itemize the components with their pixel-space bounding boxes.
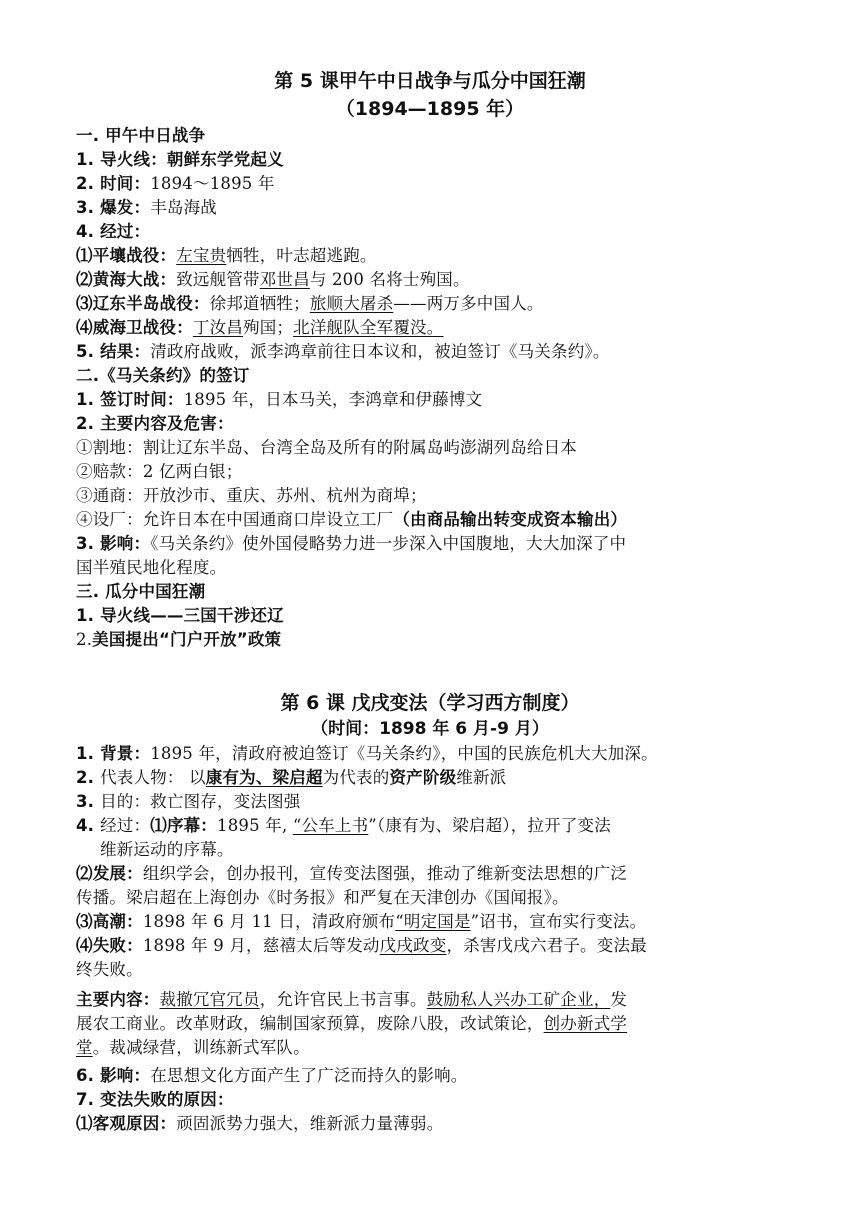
indemnity-label: ②赔款： (76, 462, 143, 481)
yellow-sea-label: ⑵黄海大战： (76, 270, 177, 289)
section-3-heading: 三. 瓜分中国狂潮 (76, 582, 206, 601)
liaodong-underline: 旅顺大屠杀 (309, 294, 394, 313)
main-content-line-3 (76, 1036, 788, 1060)
result-text: 清政府战败，派李鸿章前往日本议和，被迫签订《马关条约》。 (150, 342, 610, 361)
main-content-underline4: 堂 (76, 1038, 93, 1057)
representatives-text2: 为代表的 (322, 768, 390, 787)
background-label: 1. 背景： (76, 744, 151, 763)
yellow-sea-line (76, 268, 788, 292)
background-line (76, 742, 788, 766)
factory-text: 允许日本在中国通商口岸设立工厂 (142, 510, 394, 529)
climax-line (76, 910, 788, 934)
main-content-text1: ，允许官民上书言事。 (259, 990, 427, 1009)
time-text: 1894～1895 年 (150, 174, 275, 193)
liaodong-text1: 徐邦道牺牲； (209, 294, 310, 313)
development-label: ⑵发展： (76, 864, 143, 883)
section-1-heading: 一. 甲午中日战争 (76, 126, 206, 145)
weihaiwei-underline1: 丁汝昌 (192, 318, 244, 337)
failure-line (76, 934, 788, 958)
weihaiwei-text1: 殉国； (243, 318, 294, 337)
liaodong-label: ⑶辽东半岛战役： (76, 294, 210, 313)
weihaiwei-label: ⑷威海卫战役： (76, 318, 193, 337)
objective-reason-text: 顽固派势力强大，维新派力量薄弱。 (176, 1114, 444, 1133)
lesson5-subtitle: （1894—1895 年） (335, 98, 525, 120)
trade-text: 开放沙市、重庆、苏州、杭州为商埠； (142, 486, 427, 505)
course-line-2: 维新运动的序幕。 (100, 840, 234, 859)
main-content-underline3: 创办新式学 (543, 1014, 628, 1033)
pyongyang-line (76, 244, 788, 268)
climax-text1: 1898 年 6 月 11 日，清政府颁布 (142, 912, 396, 931)
triple-intervention-line: 1. 导火线——三国干涉还辽 (76, 606, 284, 625)
impact-text: 《马关条约》使外国侵略势力进一步深入中国腹地，大大加深了中 (150, 534, 627, 553)
cede-text: 割让辽东半岛、台湾全岛及所有的附属岛屿澎湖列岛给日本 (142, 438, 578, 457)
factory-line (76, 508, 788, 532)
pyongyang-label: ⑴平壤战役： (76, 246, 177, 265)
indemnity-line (76, 460, 788, 484)
course-text2: 1895 年, (217, 816, 293, 835)
cede-label: ①割地： (76, 438, 143, 457)
time-line (76, 172, 788, 196)
course-num: 4. (76, 816, 101, 835)
process-heading: 4. 经过： (76, 222, 151, 241)
weihaiwei-underline2: 北洋舰队全军覆没。 (293, 318, 444, 337)
open-door-text: 美国提出“门户开放”政策 (92, 630, 282, 649)
yellow-sea-text1: 致远舰管带 (176, 270, 260, 289)
indemnity-text: 2 亿两白银； (142, 462, 243, 481)
weihaiwei-line (76, 316, 788, 340)
failure-label: ⑷失败： (76, 936, 143, 955)
course-text1: 经过： (100, 816, 151, 835)
outbreak-text: 丰岛海战 (150, 198, 218, 217)
section-2-heading: 二.《马关条约》的签订 (76, 366, 250, 385)
main-content-line (76, 988, 788, 1012)
sign-time-label: 1. 签订时间： (76, 390, 184, 409)
time-label: 2. 时间： (76, 174, 151, 193)
climax-underline: “明定国是 (395, 912, 471, 931)
purpose-num: 3. (76, 792, 101, 811)
impact-line (76, 532, 788, 556)
trade-line (76, 484, 788, 508)
main-content-text3: 展农工商业。改革财政，编制国家预算，废除八股，改试策论， (76, 1014, 544, 1033)
outbreak-line (76, 196, 788, 220)
development-text: 组织学会，创办报刊，宣传变法图强，推动了维新变法思想的广泛 (142, 864, 628, 883)
failure-text2: ，杀害戊戌六君子。变法最 (446, 936, 647, 955)
climax-label: ⑶高潮： (76, 912, 143, 931)
factory-label: ④设厂： (76, 510, 143, 529)
representatives-underline: 康有为、梁启超 (205, 768, 323, 787)
content-heading: 2. 主要内容及危害： (76, 414, 234, 433)
influence-text: 在思想文化方面产生了广泛而持久的影响。 (150, 1066, 468, 1085)
lesson6-title: 第 6 课 戊戌变法（学习西方制度） (280, 692, 580, 714)
result-line (76, 340, 788, 364)
open-door-num: 2. (76, 630, 93, 649)
impact-line-2: 国半殖民地化程度。 (76, 558, 227, 577)
representatives-text3: 维新派 (456, 768, 507, 787)
main-content-label: 主要内容： (76, 990, 160, 1009)
sign-time-line (76, 388, 788, 412)
open-door-line (76, 628, 788, 652)
liaodong-line (76, 292, 788, 316)
representatives-line (76, 766, 788, 790)
outbreak-label: 3. 爆发： (76, 198, 151, 217)
main-content-line-2 (76, 1012, 788, 1036)
course-line (76, 814, 788, 838)
main-content-text4: 。裁减绿营，训练新式军队。 (92, 1038, 310, 1057)
yellow-sea-text2: 与 200 名将士殉国。 (309, 270, 470, 289)
background-text: 1895 年，清政府被迫签订《马关条约》，中国的民族危机大大加深。 (150, 744, 658, 763)
development-line (76, 862, 788, 886)
failure-line-2: 终失败。 (76, 960, 143, 979)
climax-text2: ”诏书，宣布实行变法。 (470, 912, 647, 931)
course-underline: “公车上书 (292, 816, 369, 835)
failure-reasons-heading: 7. 变法失败的原因： (76, 1090, 234, 1109)
result-label: 5. 结果： (76, 342, 151, 361)
trade-label: ③通商： (76, 486, 143, 505)
influence-line (76, 1064, 788, 1088)
fuse-line: 1. 导火线：朝鲜东学党起义 (76, 150, 284, 169)
factory-bold: （由商品输出转变成资本输出） (393, 510, 628, 529)
pyongyang-text: 牺牲，叶志超逃跑。 (226, 246, 377, 265)
main-content-underline2: 鼓励私人兴办工矿企业， (426, 990, 611, 1009)
pyongyang-underline: 左宝贵 (176, 246, 227, 265)
purpose-line (76, 790, 788, 814)
representatives-bold: 资产阶级 (389, 768, 457, 787)
failure-text1: 1898 年 9 月，慈禧太后等发动 (142, 936, 380, 955)
objective-reason-line (76, 1112, 788, 1136)
representatives-text1: 代表人物： 以 (100, 768, 206, 787)
sign-time-text: 1895 年，日本马关，李鸿章和伊藤博文 (183, 390, 483, 409)
course-text3: ”（康有为、梁启超），拉开了变法 (368, 816, 611, 835)
prelude-label: ⑴序幕： (150, 816, 218, 835)
representatives-num: 2. (76, 768, 101, 787)
objective-reason-label: ⑴客观原因： (76, 1114, 177, 1133)
lesson6-subtitle: （时间：1898 年 6 月-9 月） (311, 719, 549, 739)
main-content-underline1: 裁撤冗官冗员 (159, 990, 260, 1009)
impact-label: 3. 影响： (76, 534, 151, 553)
yellow-sea-underline: 邓世昌 (259, 270, 310, 289)
failure-underline: 戊戌政变 (379, 936, 447, 955)
development-line-2: 传播。梁启超在上海创办《时务报》和严复在天津创办《国闻报》。 (76, 888, 569, 907)
lesson5-title: 第 5 课甲午中日战争与瓜分中国狂潮 (274, 70, 586, 92)
liaodong-text2: ——两万多中国人。 (393, 294, 544, 313)
purpose-text: 目的：救亡图存，变法图强 (100, 792, 301, 811)
main-content-text2: 发 (610, 990, 628, 1009)
influence-label: 6. 影响： (76, 1066, 151, 1085)
cede-line (76, 436, 788, 460)
